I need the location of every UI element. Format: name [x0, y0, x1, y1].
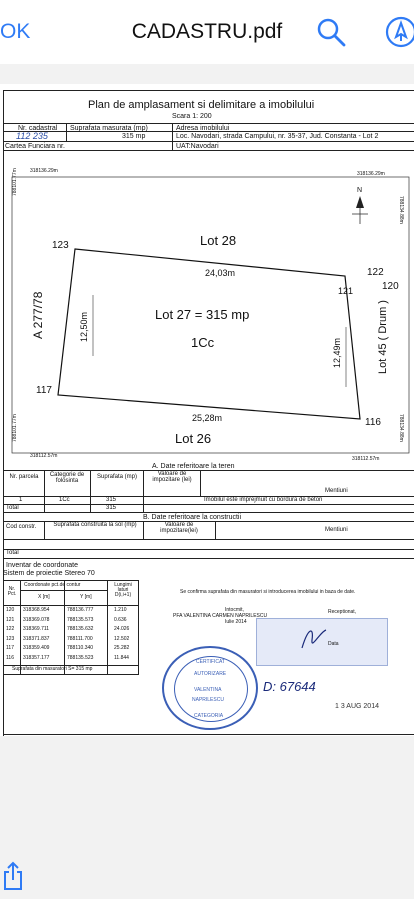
area-value: 315 mp [122, 133, 146, 140]
total-label-a: Total [6, 505, 19, 511]
x-coordinate: 318357.177 [23, 654, 50, 661]
pdf-page[interactable] [0, 84, 414, 736]
coordinates-table [3, 580, 139, 675]
date-label: Data [328, 641, 339, 647]
mentions-header: Mentiuni [325, 488, 348, 494]
x-coordinate: 318369.078 [23, 616, 50, 623]
side-length-header: Lungimi laturi D(i,i+1) [114, 582, 132, 598]
signature-mark [300, 624, 330, 654]
table-row [4, 655, 138, 664]
coord-bottom-left: 318112.57m [30, 453, 58, 459]
x-coordinate: 318359.409 [23, 645, 50, 651]
projection-system: Sistem de proiectie Stereo 70 [3, 570, 95, 577]
prepared-date: Iulie 2014 [225, 619, 247, 625]
top-side-length: 24,03m [205, 268, 236, 278]
coord-top-right: 318136.29m [357, 171, 385, 177]
built-area-header: Suprafata construita la sol (mp) [53, 522, 137, 528]
point-122: 122 [367, 267, 384, 278]
date-stamp: 1 3 AUG 2014 [335, 703, 379, 710]
author-name: PFA VALENTINA CARMEN NAPRILESCU [173, 613, 268, 619]
left-side-length: 12,50m [79, 311, 89, 342]
side-length: 11.844 [114, 654, 129, 661]
lot-26-label: Lot 26 [175, 431, 212, 446]
coord-right-top: 788134.88m [398, 196, 404, 224]
address-header: Adresa imobilului [176, 125, 230, 132]
handwritten-number: D: 67644 [263, 679, 316, 694]
mentions-value: Imobilul este imprejmuit cu bordura de beton [204, 497, 323, 503]
land-book-label: Cartea Funciara nr. [5, 143, 65, 150]
viewer-toolbar [0, 0, 414, 64]
cadastral-header: Nr. cadastral [18, 125, 58, 132]
point-123: 123 [52, 240, 69, 251]
y-coordinate: 788135.573 [67, 616, 94, 623]
side-length: 12.502 [114, 635, 130, 642]
y-coordinate: 788135.523 [67, 654, 94, 661]
prepared-by-label: Intocmit, [225, 607, 244, 613]
coord-top-left: 318136.29m [30, 168, 58, 174]
confirmation-text: Se confirma suprafata din masuratori si introducerea imobilului in baza de date. [180, 589, 356, 595]
x-coordinate: 318369.711 [23, 626, 50, 632]
stamp-line-4: NAPRILESCU [192, 697, 224, 703]
y-coordinate: 788135.632 [67, 626, 94, 632]
received-label: Receptionat, [328, 609, 357, 615]
construction-mentions-header: Mentiuni [325, 527, 348, 533]
table-row [4, 607, 138, 616]
stamp-line-5: CATEGORIA [194, 713, 224, 719]
share-icon[interactable] [2, 861, 24, 891]
y-coordinate: 788110.340 [67, 645, 94, 651]
y-coordinate: 788136.777 [67, 607, 94, 613]
document-heading: Plan de amplasament si delimitare a imobilului [88, 99, 315, 111]
bottom-side-length: 25,28m [192, 413, 223, 423]
markup-pen-icon[interactable] [384, 15, 414, 49]
authorization-stamp [162, 646, 258, 730]
use-category-value: 1Cc [59, 497, 70, 503]
table-row [4, 617, 138, 626]
use-category-header: Categorie de folosinta [49, 472, 85, 484]
y-header: Y [m] [80, 594, 92, 600]
point-nr-header: Nr. Pct. [7, 586, 17, 597]
parcel-area-value: 315 [106, 497, 117, 503]
file-title: CADASTRU.pdf [131, 20, 283, 43]
point-number: 122 [6, 626, 15, 632]
total-label-b: Total [6, 550, 19, 556]
x-header: X [m] [38, 594, 50, 600]
construction-code-header: Cod constr. [6, 524, 37, 530]
parcel-nr-value: 1 [19, 497, 23, 503]
x-coordinate: 318368.954 [23, 607, 50, 613]
side-length: 25.282 [114, 645, 130, 651]
table-row [4, 636, 138, 645]
point-number: 120 [6, 607, 15, 613]
inventory-title: Inventar de coordonate [6, 562, 78, 569]
point-120: 120 [382, 281, 399, 292]
done-button[interactable]: OK [0, 20, 31, 43]
point-121: 121 [338, 286, 354, 296]
lot-28-label: Lot 28 [200, 233, 237, 248]
point-number: 117 [6, 645, 14, 651]
stamp-line-2: AUTORIZARE [194, 671, 227, 677]
land-category: 1Cc [191, 335, 215, 350]
area-header: Suprafata masurata (mp) [70, 125, 148, 132]
side-length: 24.026 [114, 626, 130, 632]
table-row [4, 645, 138, 654]
total-area-a: 315 [106, 505, 117, 511]
coord-left-top: 788101.77m [12, 168, 18, 196]
road-right-label: Lot 45 ( Drum ) [377, 300, 389, 374]
tax-value-header: Valoare de impozitare (lei) [152, 471, 192, 483]
contour-coord-header: Coordonate pct.de contur [24, 582, 81, 588]
address-value: Loc. Navodari, strada Campului, nr. 35-37, Jud. Constanta - Lot 2 [176, 133, 379, 140]
north-arrow-label: N [357, 187, 363, 194]
right-side-length: 12,49m [332, 337, 342, 368]
x-coordinate: 318371.837 [23, 635, 50, 642]
point-117: 117 [36, 385, 52, 396]
coord-left-bottom: 788101.77m [12, 414, 18, 442]
side-length: 1.210 [114, 607, 127, 613]
parcel-nr-header: Nr. parcela [9, 474, 39, 480]
table-row [4, 626, 138, 635]
uat-label: UAT:Navodari [176, 143, 219, 150]
point-number: 116 [6, 654, 14, 661]
road-left-label: A 277/78 [31, 291, 45, 339]
site-plan [0, 84, 414, 484]
y-coordinate: 788111.700 [67, 635, 93, 642]
scale-label: Scara 1: 200 [172, 113, 212, 120]
point-number: 123 [6, 635, 15, 642]
point-116: 116 [365, 417, 381, 428]
measured-area-total: Suprafata din masuratori S= 315 mp [12, 666, 93, 672]
bottom-toolbar [0, 855, 414, 899]
search-icon[interactable] [314, 15, 348, 49]
section-a-title: A. Date referitoare la teren [152, 463, 235, 470]
coord-right-bottom: 788134.88m [398, 414, 404, 442]
stamp-line-3: VALENTINA [194, 687, 222, 693]
side-length: 0.636 [114, 616, 127, 623]
parcel-area-header: Suprafata (mp) [96, 474, 138, 480]
section-b-title: B. Date referitoare la constructii [143, 514, 242, 521]
cadastral-number: 112 235 [16, 131, 48, 141]
stamp-line-1: CERTIFICAT [196, 659, 225, 665]
construction-tax-header: Valoare de impozitare(lei) [160, 522, 198, 534]
lot-27-label: Lot 27 = 315 mp [155, 307, 250, 322]
coord-bottom-right: 318112.57m [352, 456, 380, 462]
point-number: 121 [6, 616, 15, 623]
